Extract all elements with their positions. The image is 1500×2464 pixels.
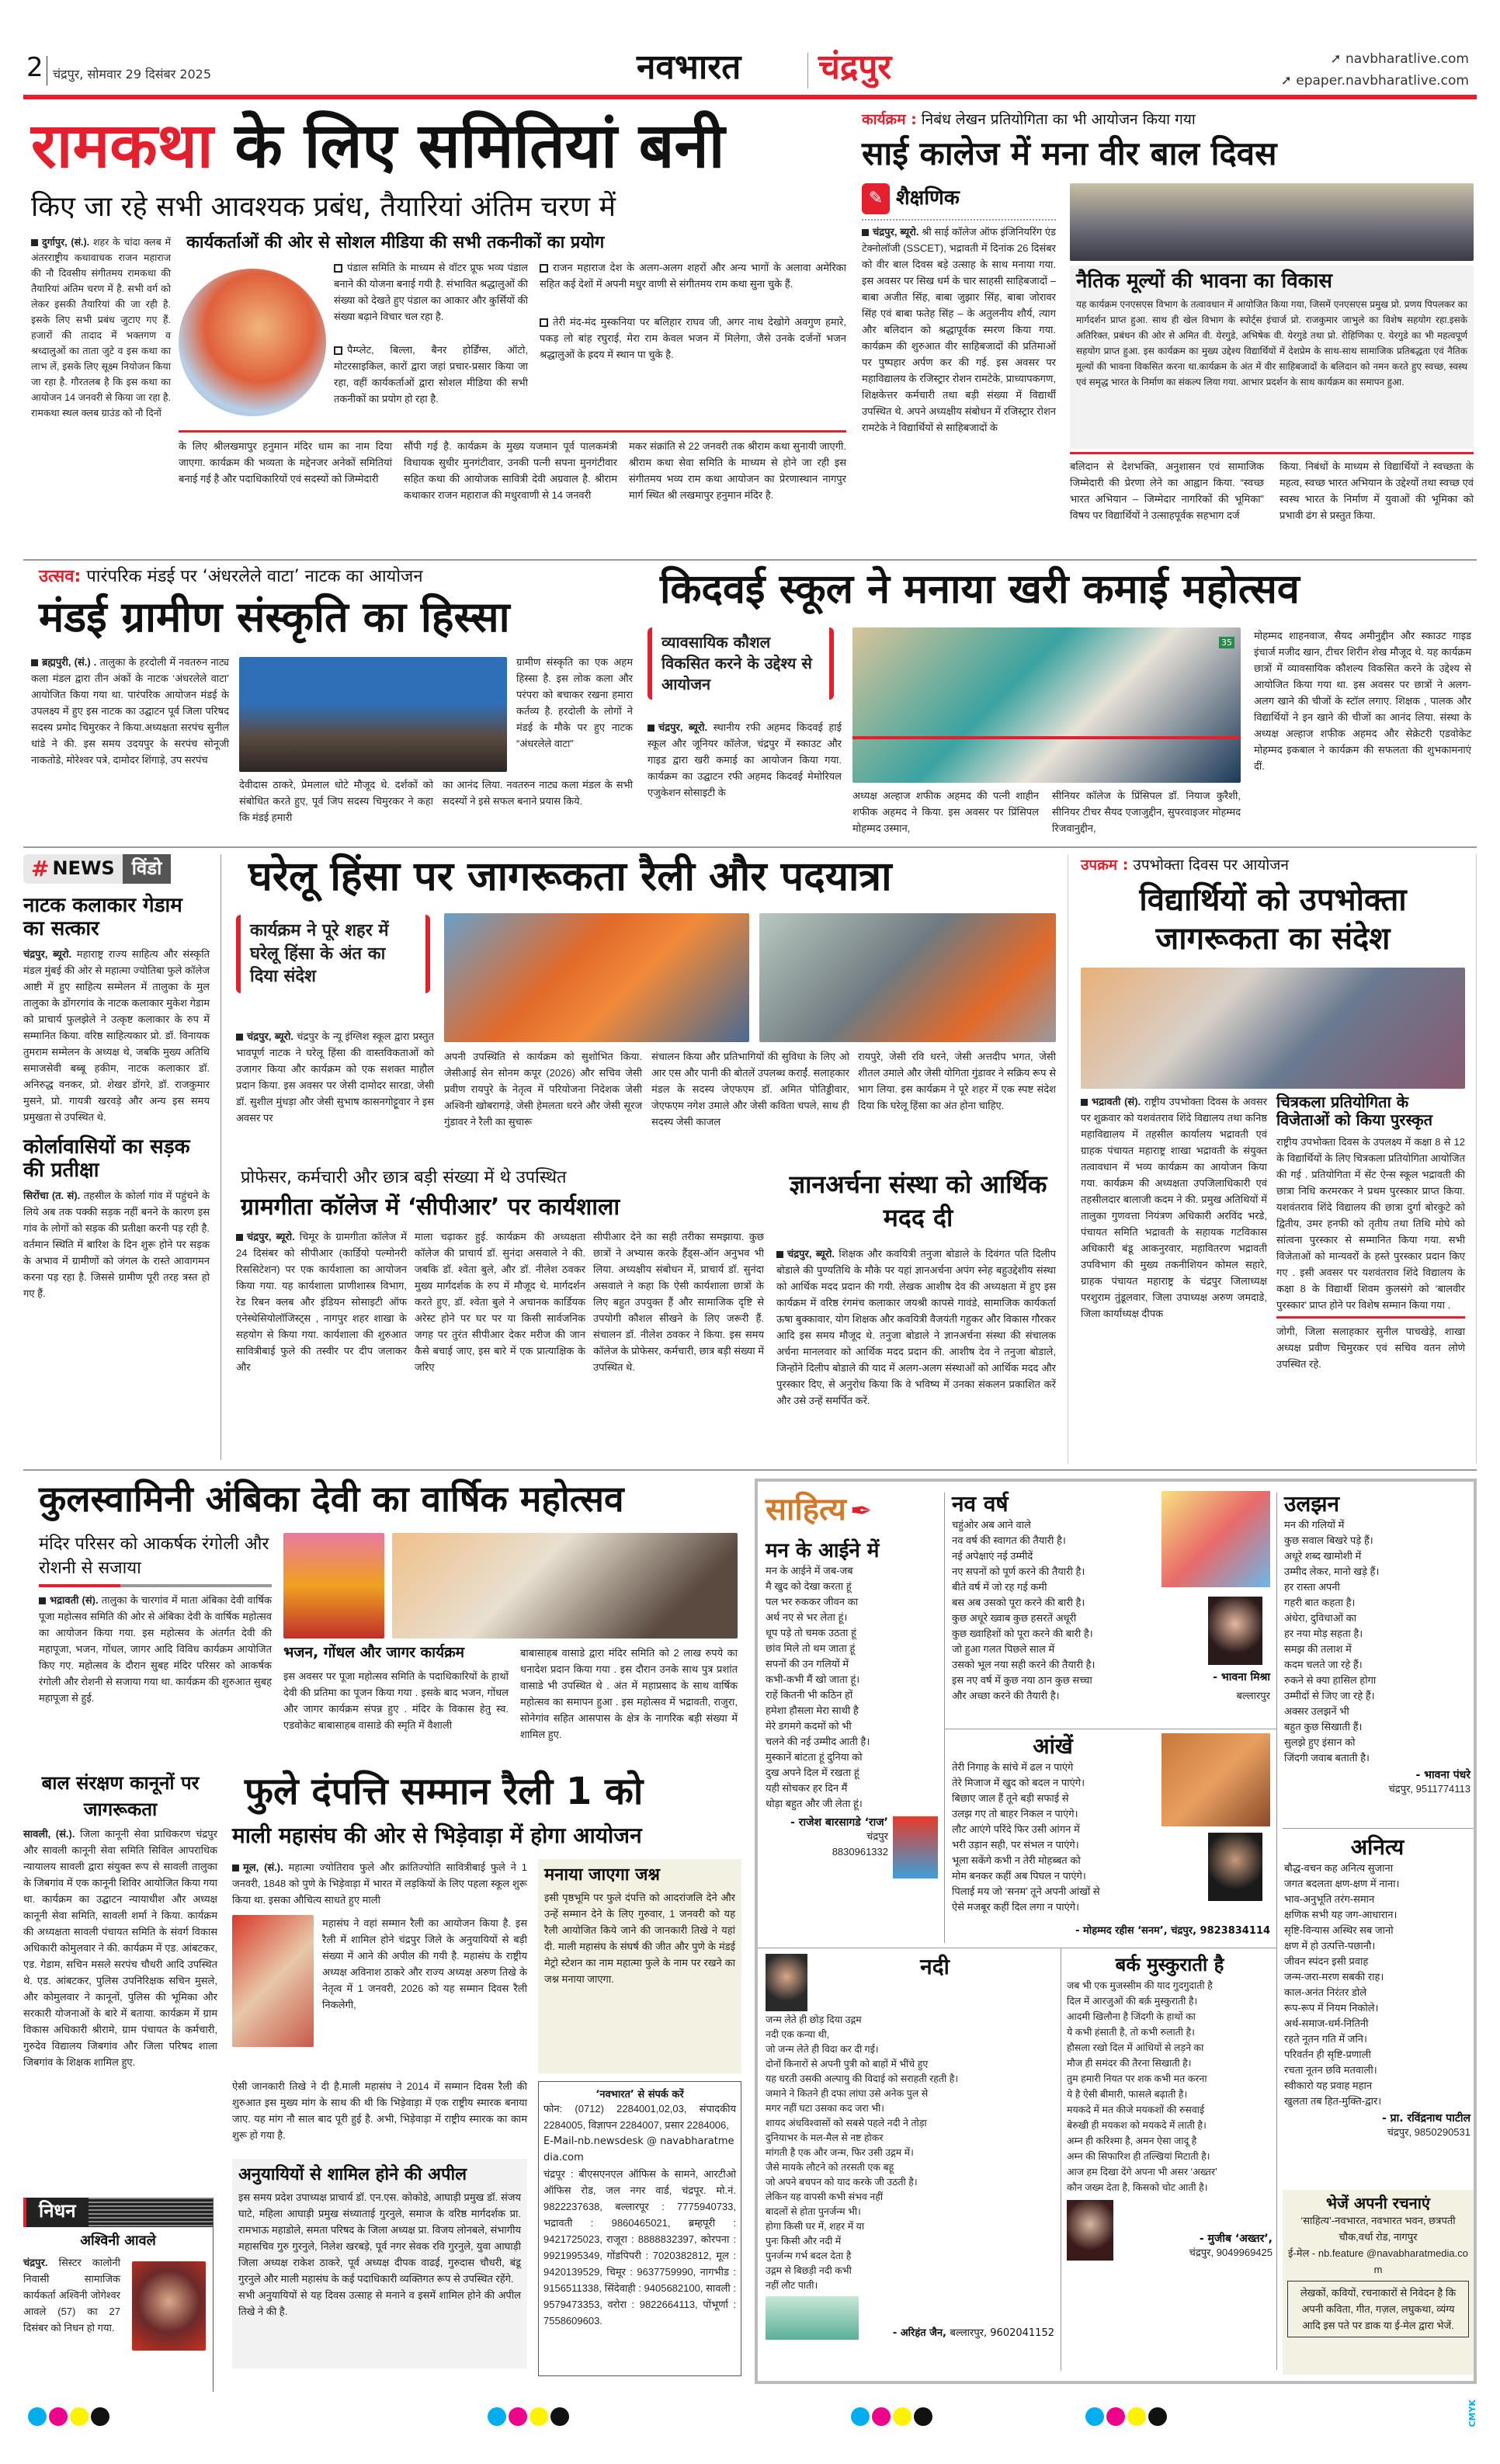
story-gharelu-hinsa: [233, 854, 1056, 1165]
poem-line: बादलों से होता पुनर्जन्म भी।: [766, 2206, 861, 2217]
poem-line: पल भर रुककर जीवन का: [766, 1596, 858, 1608]
poem-line: मांगती है एक और जन्म, फिर उसी उद्गम में।: [766, 2147, 914, 2158]
poem-line: यही सोचकर हर दिन मैं: [766, 1782, 848, 1795]
pullquote: व्यावसायिक कौशल विकसित करने के उद्देश्य से आयोजन: [648, 627, 834, 700]
item2-body: सिरोंचा (त. सं). तहसील के कोर्ला गांव में पहुंचने के लिये अब तक पक्की सड़क नहीं बनने के कारण इस गांव के लोगों को सड़क की प्रतीक्षा करनी पड़ रही है. वर्तमान स्थिति में बारिश के दिन शुरू होने पर सड़क के अभाव में ग्रामीणों को जंगल के रास्ते आवागमन करना पड़ रहा है. जिससे ग्रामीण पूरी तरह त्रस्त हो गए हैं.: [23, 1189, 210, 1299]
poem-title: नव वर्ष: [952, 1491, 1009, 1517]
poem-man-ke-aaine: [766, 1539, 938, 1878]
poem-title: आंखें: [1033, 1733, 1073, 1759]
poem-author: - प्रा. रविंद्रनाथ पाटील: [1381, 2111, 1470, 2125]
column-2: देवीदास ठाकरे, प्रेमलाल धोटे मौजूद थे. दर्शकों को संबोधित करते हुए, पूर्व जिप सदस्य चिमुरकर ने कहा कि मंडई हमारी: [239, 779, 433, 823]
registration-marks-right-b: [1085, 2407, 1169, 2429]
story-cpr: [233, 1168, 769, 1463]
poem-line: आदमी खिलौना है जिंदगी के हाथों का: [1067, 2010, 1196, 2022]
column-3: बाबासाहब वासाडे द्वारा मंदिर समिति को 2 लाख रुपये का धनादेश प्रदान किया गया . इस दौरान उनके साथ पुत्र प्रशांत वासाडे भी उपस्थित थे . अंत में महाप्रसाद के साथ वार्षिक महोत्सव का समापन हुआ . इस महोत्सव में भद्रावती, राजुरा, सोनेगांव सहित आसपास के क्षेत्र के नागरिक बड़ी संख्या में शामिल हुए.: [520, 1647, 738, 1740]
nidhan-box: [23, 2198, 214, 2392]
column-2: अपनी उपस्थिति से कार्यक्रम को सुशोभित किया. जेसीआई सेन सोनम कपूर (2026) और सचिव जेसी प्रवीण रायपुरे के नेतृत्व में परियोजना निदेशक जेसी अश्विनी खोबरागड़े, जेसी हेमलता धरने और जेसी सूरज गुंडावर ने रैली का सुचारू: [444, 1051, 642, 1128]
story-mandai: [23, 564, 637, 843]
kicker: कार्यक्रम : निबंध लेखन प्रतियोगिता का भी आयोजन किया गया: [862, 111, 1196, 128]
goddess-photo: [283, 1533, 384, 1639]
poem-line: जो जन्म लेते ही विदा कर दी गई।: [766, 2044, 879, 2055]
poem-line: भरी उड़ान सही, पर संभल न पाएंगे।: [952, 1838, 1079, 1851]
poem-line: भाव-अनुभूति तरंग-समान: [1284, 1892, 1375, 1905]
box-body: राष्ट्रीय उपभोक्ता दिवस के उपलक्ष्य में कक्षा 8 से 12 के विद्यार्थियों के लिए चित्रकला प्रतियोगिता आयोजित की गई . प्रतियोगिता में सेंट ऐन्स स्कूल भद्रावती की छात्रा निधि करमरकर ने प्रथम पुरस्कार प्राप्त किया. यशवंतराव शिंदे विद्यालय की छात्रा दुर्गा बोरकुटे को द्वितीय, उमर हनफी को तृतीय तथा तिथि मोघे को सांत्वना पुरस्कार से सम्मानित किया गया. सभी विजेताओं को मान्यवरों के हस्ते पुरस्कार प्रदान किए गए . इसी अवसर पर यशवंतराव शिंदे विद्यालय के कक्षा 8 के विद्यार्थी शिवम कुलसंगे को ‘बालवीर पुरस्कार’ प्राप्त होने पर विशेष सम्मान किया गया .: [1276, 1136, 1465, 1311]
deceased-name: अश्विनी आवले: [80, 2233, 156, 2249]
dotted-rule: [862, 219, 1056, 221]
item1-body: चंद्रपुर, ब्यूरो. महाराष्ट्र राज्य साहित्य और संस्कृति मंडल मुंबई की ओर से महात्मा ज्योतिबा फुले कॉलेज आष्टी में हुए साहित्य सम्मेलन में तालुका के मुल तालुका के डोंगरगांव के नाटक कलाकार मुकेश गेडाम को प्राचार्य फुलझेले ने उत्कृष्ट कलाकार के रुप में सम्मानित किया. वरिष्ठ साहित्यकार प्रो. डॉ. विनायक तुमराम सम्मेलन के अध्यक्ष थे, जबकि मुख्य अतिथि समाजसेवी बब्बू हकीम, नाटक कलाकार डॉ. अनिरुद्ध वनकर, प्रो. शेखर डोंगरे, डॉ. राजकुमार मुसने, प्रो. गायत्री खरवड़े और अन्य इस समय प्रमुखता से उपस्थित थे.: [23, 947, 210, 1123]
paper-name: नवभारत: [637, 47, 741, 87]
globe-icon: ➚: [1280, 73, 1297, 89]
kicker: प्रोफेसर, कर्मचारी और छात्र बड़ी संख्या में थे उपस्थित: [241, 1168, 567, 1187]
row-rule: [23, 846, 1477, 848]
poem-line: बौद्ध-वचन कह अनित्य सुजाना: [1284, 1861, 1394, 1874]
poem-author: - अरिहंत जैन, बल्लारपुर, 9602041152: [892, 2327, 1054, 2340]
poem-line: जैसे मायके लौटने को तरसती एक बहू: [766, 2162, 894, 2173]
column-2: इस अवसर पर पूजा महोत्सव समिति के पदाधिकारियों के हाथों देवी की प्रतिमा का पूजन किया गया . इसके बाद भजन, गोंधल और जागर कार्यक्रम संपन्न हुए . मंदिर के विकास हेतु स्व. एडवोकेट बाबासाहब वासाडे की स्मृति में वैशाली: [283, 1670, 509, 1731]
page-number: 2: [26, 52, 43, 83]
column-3: सौंपी गई है. कार्यक्रम के मुख्य यजमान पूर्व पालकमंत्री विधायक सुधीर मुनगंटीवार, उनकी पत्नी सपना मुनगंटीवार सहित कथा की आयोजक सावित्री देवी अग्रवाल है. श्रीराम कथाकार राजन महाराज की मधुरवाणी से 14 जनवरी: [404, 440, 617, 501]
contact-title: ‘नवभारत’ से संपर्क करें: [595, 2089, 684, 2101]
story-ramkatha: [23, 104, 854, 556]
column-1: चंद्रपुर, ब्यूरो. चंद्रपुर के न्यू इंग्लिश स्कूल द्वारा प्रस्तुत भावपूर्ण नाटक ने घरेलू हिंसा की वास्तविकताओं को उजागर किया और कार्यक्रम को एक सशक्त माहौल प्रदान किया. इस अवसर पर जेसी दामोदर सारडा, जेसी डॉ. सुशील मुंधड़ा और जेसी सुभाष कासनगोट्टूवार ने इस अवसर पर: [236, 1030, 434, 1124]
poem-line: रुकने से क्या हासिल होगा: [1284, 1673, 1377, 1686]
poem-line: शायद अंधविश्वासों को सबसे पहले नदी ने तोड़ा: [766, 2118, 927, 2129]
send-address: ‘साहित्य’-नवभारत, नवभारत भवन, छत्रपती चौक,वर्धा रोड, नागपुर: [1300, 2215, 1456, 2243]
column-rule: [944, 1493, 945, 1943]
author-photo: [766, 1954, 807, 2011]
poem-place: चंद्रपुर, 9049969425: [1189, 2246, 1273, 2258]
poem-line: लेकिन यह वापसी कभी संभव नहीं: [766, 2191, 884, 2202]
poem-line: समझ की तलाश में: [1284, 1642, 1352, 1655]
poem-line: पुनर्जन्म गर्भ बदल देता है: [766, 2250, 852, 2261]
box-head: नैतिक मूल्यों की भावना का विकास: [1076, 269, 1332, 293]
poem-line: नदी एक कन्या थी,: [766, 2029, 830, 2040]
box-head: चित्रकला प्रतियोगिता के विजेताओं को किया पुरस्कृत: [1276, 1093, 1432, 1129]
poem-line: चलने की नई उम्मीद आती है।: [766, 1736, 870, 1748]
poem-line: नव वर्ष की स्वागत की तैयारी है।: [952, 1534, 1066, 1546]
body: चंद्रपुर, ब्यूरो. श्री साई कॉलेज ऑफ इंजिनियरिंग एंड टेक्नोलॉजी (SSCET), भद्रावती में दिनांक 26 दिसंबर को वीर बाल दिवस बड़े उत्साह के साथ मनाया गया. इस अवसर पर सिख धर्म के चार साहसी साहिबजादों – बाबा अजीत सिंह, बाबा जुझार सिंह, बाबा जोरावर सिंह एवं बाबा फतेह सिंह – के अतुलनीय शौर्य, त्याग और बलिदान को श्रद्धापूर्वक स्मरण किया गया. कार्यक्रम की शुरुआत वीर साहिबजादों की प्रतिमाओं पर पुष्पहार अर्पण कर की गई. इस अवसर पर महाविद्यालय के रजिस्ट्रार रोशन रामटेके, प्राध्यापकगण, शिक्षकेत्तर कर्मचारी तथा बड़ी संख्या में विद्यार्थी उपस्थित थे. अपने अध्यक्षीय संबोधन में रजिस्ट्रार रोशन रामटेके ने विद्यार्थियों से साहिबजादों के: [862, 226, 1056, 433]
column-1: भद्रावती (सं). तालुका के चारगांव में माता अंबिका देवी वार्षिक पूजा महोत्सव समिति की ओर से अंबिका देवी के वार्षिक महोत्सव का आयोजन किया गया. इस महोत्सव के अंतर्गत देवी की महापूजा, भजन, गोंधल, जागर आदि विविध कार्यक्रम आयोजित किए गए. महोत्सव के दौरान सुबह मंदिर परिसर को आकर्षक रंगोली और रोशनी से सजाया गया था. कार्यक्रम की शुरुआत सुबह महापूजा से हुई.: [39, 1594, 272, 1704]
headline: साई कालेज में मना वीर बाल दिवस: [862, 134, 1277, 172]
column-3: सीपीआर देने का सही तरीका समझाया. कुछ छात्रों ने अभ्यास करके हैंड्स-ऑन अनुभव भी लिया. अध्यक्षीय संबोधन में, प्राचार्य डॉ. सुनंदा असवाले ने कहा कि ऐसी कार्यशाला छात्रों के लिए बहुत उपयुक्त हैं और सामाजिक दृष्टि से उपयोगी कौशल सीखने के लिए जरूरी हैं. संचालन डॉ. नीलेश ठवकर ने किया. इस समय कॉलेज के प्रोफेसर, कर्मचारी, छात्र बड़ी संख्या में उपस्थित थे.: [593, 1231, 764, 1373]
poem-line: मेरे डगमगे कदमों को भी: [766, 1720, 852, 1732]
poem-line: कभी-कभी मैं खो जाता हूं।: [766, 1673, 860, 1686]
poem-line: मुस्कानें बांटता हूं दुनिया को: [766, 1751, 863, 1764]
box-body: इस समय प्रदेश उपाध्यक्ष प्राचार्य डॉ. एन.एस. कोकोडे, आघाड़ी प्रमुख डॉ. संजय घाटे, महिला आघाड़ी प्रमुख संध्याताई गुरनुले, समाज के वरिष्ठ मार्गदर्शक प्रा. रामभाऊ महाडोले, समता परिषद के जिला अध्यक्ष प्रा. विजय लोनबले, संभागीय महासचिव गुरु गुरनुले, निलेश खरबड़े, पूर्व नगर सेवक रवि गुरनुले, युवा आघाड़ी जिला अध्यक्ष राकेश ठाकरे, पूर्व अध्यक्ष दीपक वाढई, गुरुदास चौधरी, बंडू गुरनुले और माली महासंघ के कई पदाधिकारी व्यक्तिगत रूप से उपस्थित रहेंगे.: [238, 2191, 521, 2285]
group-photo: [1081, 968, 1465, 1089]
author-photo: [1067, 2200, 1113, 2261]
poem-line: पिलाई मय जो ‘सनम’ तूने अपनी आंखों से: [952, 1885, 1100, 1897]
registration-marks-right-a: [851, 2407, 935, 2429]
poem-title: मन के आईने में: [766, 1539, 880, 1562]
box-head: भेजें अपनी रचनाएं: [1326, 2194, 1430, 2212]
poem-line: अर्थ नए से भर लेता हूं।: [766, 1611, 848, 1624]
poem-line: रचता नूतन छवि मतवाली।: [1284, 2063, 1377, 2076]
poem-line: मगर नहीं घटा उसका कद जरा भी।: [766, 2103, 884, 2114]
poem-line: खुलता तब हित-मुक्ति-द्वार।: [1284, 2094, 1382, 2107]
poem-line: सृष्टि-विन्यास अस्थिर सब जानो: [1284, 1924, 1394, 1936]
story-ambika: [23, 1475, 741, 1763]
column-2: माला चढ़ाकर हुई. कार्यक्रम की अध्यक्षता कॉलेज की प्राचार्य डॉ. सुनंदा असवाले ने की. जबकि डॉ. श्वेता बुले, और डॉ. नीलेश ठवकर मुख्य मार्गदर्शक के रुप में मौजूद थे. मार्गदर्शन करते हुए, डॉ. श्वेता बुले ने अचानक कार्डियक अरेस्ट होने पर घर पर या किसी सार्वजनिक जगह पर तुरंत सीपीआर देकर मरीज की जान कैसे बचाई जाए, इस बारे में एक प्रात्याक्षिक के जरिए: [415, 1231, 585, 1373]
poem-line: दुख अपने दिल में रखता हूं: [766, 1767, 859, 1779]
bhajan-photo: [392, 1533, 738, 1639]
story-gyanarchana: [776, 1168, 1060, 1463]
inner-head: कार्यकर्ताओं की ओर से सोशल मीडिया की सभी तकनीकों का प्रयोग: [186, 233, 605, 252]
speaker-photo: [179, 269, 326, 416]
contact-box: [538, 2081, 741, 2376]
poem-line: अम्न ही करिश्मा है, अमन ऐसा जादू है: [1067, 2135, 1197, 2146]
headline: मंडई ग्रामीण संस्कृति का हिस्सा: [39, 593, 510, 641]
poem-place: चंद्रपुर, 9511774113: [1388, 1782, 1470, 1795]
poem-line: जगत बदलता क्षण-क्षण में नाना।: [1284, 1877, 1400, 1889]
poem-line: रूप-रूप में नियम निकोले।: [1284, 2001, 1379, 2014]
poem-line: होगा किसी घर में, शहर में या: [766, 2221, 865, 2232]
poem-line: अधूरे शब्द खामोशी में: [1284, 1549, 1362, 1562]
poem-line: जमाने ने कितने ही दफा लांघा उसे अनेक पुल से: [766, 2088, 929, 2099]
story-veer-bal-diwas: [862, 104, 1477, 556]
poem-line: सुलझे हुए इंसान को: [1284, 1736, 1356, 1748]
bullet-1: पंडाल समिति के माध्यम से वॉटर प्रूफ भव्य पंडाल बनाने की योजना बनाई गयी है. संभावित श्रद्धालुओं की संख्या को देखते हुए पंडाल का आकार और कुर्सियों की संख्या बढ़ाने विचार चल रहा है.: [334, 262, 528, 322]
send-submissions-box: [1283, 2190, 1474, 2375]
poem-line: जन्म-जरा-मरण सबकी राह।: [1284, 1970, 1384, 1983]
poem-line: बीते वर्ष में जो रह गई कमी: [952, 1580, 1047, 1593]
row-rule: [23, 559, 1477, 561]
award-box: [1276, 1093, 1465, 1372]
column-4: मकर संक्रांति से 22 जनवरी तक श्रीराम कथा सुनायी जाएगी. श्रीराम कथा सेवा समिति के माध्यम से होने जा रही इस संगीतमय भव्य राम कथा आयोजन का प्रेरणास्थान नागपुर मार्ग स्थित श्री लखमापुर हनुमान मंदिर है.: [629, 440, 846, 501]
poem-line: जन्म लेते ही छोड़ दिया उद्गम: [766, 2014, 862, 2025]
poem-line: अक्सर उलझनें भी: [1284, 1705, 1349, 1717]
poem-line: मन के आईने में जब-जब: [766, 1565, 853, 1577]
section-rule: [179, 430, 846, 433]
poem-line: कुछ ख्वाहिशों को पूरा करने की बारी है।: [952, 1627, 1093, 1639]
poem-bark-muskurati: [1067, 1954, 1273, 2261]
subhead: किए जा रहे सभी आवश्यक प्रबंध, तैयारियां अंतिम चरण में: [31, 191, 616, 223]
rally-photo-2: [759, 913, 1056, 1042]
poem-line: उम्मीद लेकर, मानो खड़े हैं।: [1284, 1565, 1380, 1577]
column-4: मोहम्मद शाहनवाज, सैयद अमीनुद्दीन और स्काउट गाइड इंचार्ज मजीद खान, टीचर शिरीन शेख मौजूद थे. यह कार्यक्रम छात्रों में व्यावसायिक कौशल्य विकसित करने के उद्देश्य से आयोजित किया गया था. इस अवसर पर छात्रों ने अलग-अलग खाने की चीजों के स्टॉल लगाए. शिक्षक , पालक और विद्यार्थियों ने इन खाने की चीजों का आनंद लिया. संस्था के अध्यक्ष अल्हाज शफीक अहमद और सेक्रेटरी एडवोकेट मोहम्मद इकबाल ने कार्यक्रम की सफलता की शुभकामनाएं दीं.: [1254, 630, 1471, 772]
poem-line: दुनियाभर के मल-मैल से नष्ट होकर: [766, 2132, 884, 2143]
river-illustration: [766, 2296, 859, 2340]
masthead-rule: [23, 95, 1477, 99]
story-bal-sanrakshan: [23, 1771, 217, 2182]
poem-line: नई अपेक्षाएं नई उम्मीदें: [952, 1549, 1033, 1562]
poem-line: हमेशा हौसला मेरा साथी है: [766, 1705, 859, 1717]
tag-window: विंडो: [131, 857, 162, 880]
nidhan-body: चंद्रपुर. सिस्टर कालोनी निवासी सामाजिक कार्यकर्ता अश्विनी जोगेश्वर आवले (57) का 27 दिसंबर को निधन हो गया.: [23, 2256, 120, 2334]
poem-line: नहीं लौट पाती।: [766, 2280, 818, 2291]
woman-illustration: [1161, 1733, 1270, 1826]
sahitya-logo: साहित्य ✒: [766, 1491, 873, 1527]
poem-nav-varsh: [952, 1491, 1270, 1724]
nidhan-label: निधन: [39, 2200, 76, 2222]
author-photo: [893, 1816, 938, 1878]
poem-aankhen: [952, 1733, 1270, 1943]
poem-author: - मुजीब ‘अख्तर’,: [1199, 2232, 1273, 2245]
poem-line: उलझ गए तो बाहर निकल न पाएंगे।: [952, 1807, 1078, 1819]
poem-line: अर्थ-समाज-धर्म-नितिनी: [1284, 2017, 1369, 2029]
column-2: जोगी, जिला सलाहकार सुनील पाचखेड़े, शाखा अध्यक्ष प्रवीण चिमुरकर एवं सचिव वतन लोणे उपस्थित रहे.: [1276, 1326, 1465, 1370]
poem-line: बेरुखी ही मयकश को मयकदे में लाती है।: [1067, 2119, 1207, 2131]
body: सावली, (सं.). जिला कानूनी सेवा प्राधिकरण चंद्रपुर और सावली कानूनी सेवा समिति सिविल आपराधिक न्यायालय सावली द्वारा संयुक्त रूप से सावली तालुका के जिबगांव में एक कानूनी शिविर आयोजित किया गया था. कार्यक्रम का उद्घाटन न्यायाधीश और अध्यक्ष कानूनी सेवा समिति, सावली शर्मा ने किया. कार्यक्रम की अध्यक्षता सावली पंचायत समिति के संवर्ग विकास अधिकारी कोमुलवार ने की. कार्यक्रम में एड. आंबटकर, एड. गेडाम, सचिन मसले सरपंच चौधरी आदि उपस्थित थे. एड. आंबटकर, पुलिस उपनिरिक्षक सचिन मुसले, और कोमुलवार ने कानूनों, पुलिस की भूमिका और सरकारी योजनाओं के बारे में बताया. कार्यक्रम में ग्राम विकास अधिकारी श्रीरामे, ग्राम पंचायत के कर्मचारी, गुरुदेव विद्यालय जिबगांव और जिला परिषद शाला जिबगांव के शिक्षक शामिल हुए.: [23, 1828, 217, 2069]
column-1: चंद्रपुर, ब्यूरो. स्थानीय रफी अहमद किदवई हाई स्कूल और जूनियर कॉलेज, चंद्रपुर में स्काउट और गाइड द्वारा खरी कमाई का आयोजन किया गया. कार्यक्रम का उद्घाटन रफी अहमद किदवई मेमोरियल एजुकेशन सोसाइटी के: [648, 721, 842, 798]
poem-line: उम्मीदों से जिए जा रहे हैं।: [1284, 1689, 1375, 1701]
column-1: ब्रह्मपुरी, (सं.) . तालुका के हरदोली में नवतरुन नाट्य कला मंडल द्वारा तीन अंकों के नाटक ‘अंधरलेले वाटा’ आयोजित किया गया था. पारंपरिक आयोजन मंडई के उपलक्ष्य में हुए इस नाटक का उद्घाटन पूर्व जिला परिषद सदस्य प्रमोद चिमुरकर ने किया.अध्यक्षता सरपंच सुनील धांडे ने की. इस समय उदयपुर के सरपंच सोनूजी नाकतोडे, मोरेश्वर पत्रे, दामोदर शिंगाड़े, उप सरपंच: [31, 656, 229, 766]
box-rule: [1276, 1316, 1465, 1319]
item2-head: कोर्लावासियों का सड़क की प्रतीक्षा: [23, 1135, 190, 1182]
column-2: अध्यक्ष अल्हाज शफीक अहमद की पत्नी शाहीन शफीक अहमद ने किया. इस अवसर पर प्रिंसिपल मोहम्मद उस्मान,: [852, 790, 1039, 834]
poem-line: काल-अनंत निरंतर डोले: [1284, 1986, 1367, 1998]
poem-line: उसको भूल नया सही करने की तैयारी है।: [952, 1658, 1095, 1670]
registration-marks-left: [28, 2407, 112, 2429]
submission-email[interactable]: ई-मेल - nb.feature @navabharatmedia.com: [1287, 2247, 1468, 2275]
poem-line: परिवर्तन ही सृष्टि-प्रणाली: [1284, 2048, 1371, 2060]
column-1: चंद्रपुर, ब्यूरो. चिमूर के ग्रामगीता कॉलेज में 24 दिसंबर को सीपीआर (कार्डियो पल्मोनरी रिससिटेशन) पर एक कार्यशाला का आयोजन किया गया. यह कार्यशाला प्राणीशास्त्र विभाग, रेड रिबन क्लब और इंडियन सोसाइटी ऑफ एनेस्थेसियोलॉजिस्ट्स , नागपुर शहर शाखा के सहयोग से किया गया. कार्यशाला की शुरुआत सावित्रीबाई फुले की तस्वीर पर दीप जलाकर और: [236, 1231, 407, 1373]
poem-author: - मोहम्मद रहीस ‘सनम’, चंद्रपुर, 9823834114: [1075, 1925, 1270, 1937]
room-number: 35: [1219, 637, 1234, 648]
bullet-3: राजन महाराज देश के अलग-अलग शहरों और अन्य भागों के अलावा अमेरिका सहित कई देशों में अपनी मधुर वाणी से संगीतमय राम कथा सुना चुके हैं.: [540, 262, 846, 290]
poem-place: चंद्रपुर, 9850290531: [1387, 2125, 1470, 2138]
poem-author: - राजेश बारसागडे ‘राज’: [790, 1816, 888, 1830]
poem-line: यह धरती उसकी अल्पायु की विदाई को सराहती रहती है।: [766, 2073, 959, 2084]
column-3: संचालन किया और प्रतिभागियों की सुविधा के लिए ओ आर एस और पानी की बोतलें उपलब्ध कराईं. सलाहकार मंडल के सदस्य जेएफएम डॉ. अमित पोतिड्डीवार, जेएफएम नगेश उमाले और जेसी कविता चपले, साथ ही सदस्य जेसी काजल: [651, 1051, 849, 1128]
headline: रामकथा के लिए समितियां बनी: [31, 109, 725, 182]
poem-title: बर्क मुस्कुराती है: [1115, 1954, 1224, 1976]
hash-icon: #: [31, 855, 50, 881]
poem-line: आज हम दिखा देंगे अपना भी असर ‘अख्तर’: [1067, 2166, 1217, 2177]
news-window: [23, 854, 221, 1460]
subhead: मंदिर परिसर को आकर्षक रंगोली और रोशनी से सजाया: [39, 1534, 269, 1578]
author-photo: [1208, 1597, 1262, 1665]
poem-line: जिंदगी जवाब बताती है।: [1284, 1751, 1370, 1764]
pullquote: कार्यक्रम ने पूरे शहर में घरेलू हिंसा के अंत का दिया संदेश: [236, 915, 430, 993]
rally-photo-1: [444, 913, 749, 1042]
poem-line: अंधेरा, दुविधाओं का: [1284, 1611, 1356, 1624]
poem-line: इस नए वर्ष में कुछ नया ठान कुछ सच्चा: [952, 1673, 1092, 1686]
author-photo: [1208, 1833, 1262, 1901]
headline: विद्यार्थियों को उपभोक्ता जागरूकता का संदेश: [1139, 882, 1407, 957]
poem-line: कुछ सवाल बिखरे पड़े हैं।: [1284, 1534, 1373, 1546]
column-4: रायपुरे, जेसी रवि धरने, जेसी अत्तदीप भगत, जेसी शीतल उमाले और जेसी योगिता गुंडावर ने सक्रिय रूप से भाग लिया. इस कार्यक्रम ने पूरे शहर में एक स्पष्ट संदेश दिया कि घरेलू हिंसा का अंत होना चाहिए.: [858, 1051, 1056, 1111]
poem-line: क्षण में हो उत्पत्ति-पछानौ।: [1284, 1939, 1376, 1951]
book-icon: ✎: [862, 183, 890, 214]
lead-column: दुर्गापुर, (सं.). शहर के चांदा क्लब में अंतरराष्ट्रीय कथावाचक राजन महाराज की नौ दिवसीय संगीतमय रामकथा की तैयारियां अंतिम चरण में है. सभी वर्ग को लेकर इसकी तैयारियां की जा रही है. इसके लिए सभी प्रबंध जुटाए गए हैं. हजारों की तादाद में भक्तगण व श्रध्दालुओं का ताता जुटे व इस कथा का लाभ लें, इसके लिए सूक्ष्म नियोजन किया जा रहा है. गौरतलब है कि इस कथा का आयोजन 14 जनवरी से किया जा रहा है. रामकथा स्थल क्लब ग्राउंड को नौ दिनों: [31, 237, 171, 419]
headline: किदवई स्कूल ने मनाया खरी कमाई महोत्सव: [660, 566, 1300, 613]
contact-phone: फोन: (0712) 2284001,02,03, संपादकीय 2284005, विज्ञापन 2284007, प्रसार 2284006,: [543, 2103, 736, 2131]
headline: ग्रामगीता कॉलेज में ‘सीपीआर’ पर कार्यशाला: [241, 1194, 620, 1221]
poem-title: अनित्य: [1350, 1834, 1405, 1860]
subhead-rule: [39, 1584, 272, 1587]
column-2: बलिदान से देशभक्ति, अनुशासन एवं सामाजिक जिम्मेदारी की प्रेरणा लेने का आह्वान किया. “स्वच्छ भारत अभियान – जिम्मेदार नागरिकों की भूमिका” विषय पर विद्यार्थियों ने उत्साहपूर्वक सहभाग दर्ज: [1070, 460, 1264, 521]
poem-line: सपनों की उन गलियों में: [766, 1658, 849, 1670]
poem-line: स्वीकारो यह प्रवाह महान: [1284, 2079, 1373, 2091]
section-rule: [1070, 452, 1474, 454]
jashn-box: [538, 1859, 741, 2073]
poem-line: चहुंओर अब आने वाले: [952, 1518, 1031, 1531]
stage-photo: [239, 657, 507, 772]
story-phule: [229, 1771, 741, 2384]
box-head: अनुयायियों से शामिल होने की अपील: [238, 2165, 467, 2184]
quill-icon: ✒: [849, 1496, 873, 1527]
poem-line: हर नया मोड़ सहता है।: [1284, 1627, 1363, 1639]
poem-title: नदी: [920, 1954, 950, 1979]
phule-couple-photo: [232, 1915, 314, 2047]
poem-line: राहें कितनी भी कठिन हों: [766, 1689, 853, 1701]
news-window-tag: [23, 854, 206, 884]
story-upbhokta: [1068, 854, 1477, 1464]
poem-line: मन की गलियों में: [1284, 1518, 1345, 1531]
poem-line: भूला सकेंगे कभी न तेरी मोहब्बत को: [952, 1854, 1081, 1866]
poem-line: ये कभी हंसाती है, तो कभी रुलाती है।: [1067, 2026, 1195, 2038]
poem-line: अम्न की सिफारिश ही तल्खियां मिटाती है।: [1067, 2150, 1210, 2162]
epaper-link[interactable]: ➚ epaper.navbharatlive.com: [1280, 73, 1469, 89]
column-3a: ग्रामीण संस्कृति का एक अहम हिस्सा है. इस लोक कला और परंपरा को बचाकर रखना हमारा कर्तव्य है. हरदोली के लोगों ने मंडई के मौके पर हुए नाटक “अंधरलेले वाटा”: [516, 656, 633, 749]
poem-author: - भावना मिश्रा: [1213, 1671, 1270, 1684]
website-link[interactable]: ➚ navbharatlive.com: [1330, 51, 1469, 67]
poem-title: उलझन: [1284, 1491, 1340, 1517]
tag-news: NEWS: [52, 857, 115, 880]
poem-line: जीवन स्पंदन इसी प्रवाह: [1284, 1955, 1369, 1967]
poem-line: कौन जख्म देता है, किसको चोट आती है।: [1067, 2181, 1208, 2193]
bullet-4: तेरी मंद-मंद मुस्कनिया पर बलिहार राघव जी, अगर नाथ देखोगे अवगुण हमारे, पकड़ लो बांह रघुराई, मेरा राम केवल भजन में मिलेगा, जैसे उनके दर्जनों भजन श्रद्धालुओं के ह्रदय में स्थान पा चुके है.: [540, 316, 846, 360]
headline: फुले दंपत्ति सम्मान रैली 1 को: [245, 1770, 644, 1813]
poem-line: क्षणिक सभी यह जग-आधारान।: [1284, 1908, 1398, 1920]
poem-anitya: [1284, 1834, 1470, 2140]
poem-line: मौज ही समंदर की तैरना सिखाती है।: [1067, 2057, 1192, 2069]
poem-line: तुम हमारी नियत पर शक कभी मत करना: [1067, 2073, 1207, 2084]
box-head: भजन, गोंधल और जागर कार्यक्रम: [283, 1644, 465, 1661]
headline: बाल संरक्षण कानूनों पर जागरूकता: [41, 1772, 200, 1820]
poem-line: नए सपनों को पूर्ण करने की तैयारी है।: [952, 1565, 1085, 1577]
story-kidwai: [644, 564, 1477, 843]
poem-line: बस अब उसको पूरा करने की बारी है।: [952, 1596, 1085, 1608]
poem-line: ऐसे मजबूर कहीं दिल लगा न पाएंगे।: [952, 1900, 1080, 1913]
contact-address: चंद्रपूर : बीएसएनएल ऑफिस के सामने, आरटीओ ऑफिस रोड, जल नगर वार्ड, चंद्रपूर. मो.नं. 9822237638, बल्लारपूर : 7775940733, भद्रावती : 9860465021, ब्रम्हपूरी : 9421725023, राजूरा : 8888832397, कोरपना : 9921995349, गोंडपिपरी : 7020382812, मूल : 9420139529, चिमूर : 9637759990, नागभीड : 9156511338, सिंदेवाही : 9405682100, सावली : 9579473353, वरोरा : 9822664113, पोंभूर्णा : 7558609603.: [543, 2168, 736, 2327]
poem-line: हौसला रखो दिल में आंधियों से लड़ने का: [1067, 2042, 1204, 2053]
box-body: यह कार्यक्रम एनएसएस विभाग के तत्वावधान में आयोजित किया गया, जिसमें एनएसएस प्रमुख प्रो. प्रणय पिपलकर का मार्गदर्शन प्राप्त हुआ. साथ ही खेल विभाग के स्पोर्ट्स इंचार्ज प्रो. राजकुमार जाभुले का विशेष सहयोग रहा.इसके अतिरिक्त, प्रबंधन की ओर से अमित वी. येरगुडे, अभिषेक वी. येरगुडे तथा प्रो. रोहिणिका ए. येरगुडे का भी महत्वपूर्ण सहयोग प्राप्त हुआ. इस कार्यक्रम का मुख्य उद्देश्य विद्यार्थियों में देशप्रेम के साथ-साथ सामाजिक प्रतिबद्धता एवं नैतिक मूल्यों की भावना विकसित करना था.कार्यक्रम के अंत में वीर साहिबजादों के बलिदान को नमन करते हुए स्वच्छ, स्वस्थ एवं समृद्ध भारत के निर्माण का संकल्प लिया गया. आभार प्रदर्शन के साथ कार्यक्रम का समापन हुआ.: [1076, 298, 1467, 387]
box-body: इसी पृष्ठभूमि पर फुले दंपत्ति को आदरांजलि देने और उन्हें सम्मान देने के लिए गुरुवार, 1 जनवरी को यह रैली आयोजित किये जाने की जानकारी तिखे ने यहां दी. माली महासंघ के संघर्ष की जीत और पुणे के मंडई मेट्रो स्टेशन का नाम महात्मा फुले के नाम पर रखने का जश्न मनाया जाएगा.: [544, 1892, 735, 1986]
cmyk-label: CMYK: [1467, 2400, 1477, 2428]
edition-name: चंद्रपुर: [818, 47, 892, 87]
poem-line: दिल में आरजुओं की बर्क़ मुस्कुराती है।: [1067, 1995, 1198, 2007]
row-rule: [23, 1469, 1477, 1471]
poem-lines: [766, 1563, 938, 1812]
poem-place: चंद्रपुर: [866, 1830, 888, 1843]
poem-phone: 8830961332: [832, 1846, 888, 1858]
poem-line: मै खुद को देखा करता हूं: [766, 1580, 852, 1593]
sahitya-section: [755, 1479, 1477, 2384]
poem-line: और अच्छा करने की तैयारी है।: [952, 1689, 1060, 1701]
poem-uljhan: [1284, 1491, 1470, 1797]
ribbon: [852, 736, 1241, 739]
column-3b: का आनंद लिया. नवतरुन नाट्य कला मंडल के सभी सदस्यों ने इसे सफल बनाने प्रयास किये.: [443, 779, 633, 807]
headline: कुलस्वामिनी अंबिका देवी का वार्षिक महोत्सव: [39, 1478, 624, 1520]
bullet-2: पैम्प्लेट, बिल्ला, बैनर होर्डिंग्स, ऑटो, मोटरसाइकिल, कारों द्वारा जहां प्रचार-प्रसार किया जा रहा, वहीं कार्यकर्ताओं द्वारा सोशल मीडिया की सभी तकनीकों का प्रयोग हो रहा है.: [334, 344, 528, 405]
registration-marks-center: [488, 2407, 571, 2429]
poem-author: - भावना पंधरे: [1415, 1768, 1470, 1781]
column-3: सीनियर कॉलेज के प्रिंसिपल डॉ. नियाज कुरैशी, सीनियर टीचर सैयद एजाजुद्दीन, सुपरवाइजर मोहम्मद रिजवानुद्दीन,: [1052, 790, 1241, 834]
poem-line: जो अपने बचपन को याद करके जी उठती है।: [766, 2177, 918, 2188]
poem-line: लौट आएंगे परिंदे फिर उसी आंगन में: [952, 1823, 1080, 1835]
headline: घरेलू हिंसा पर जागरूकता रैली और पदयात्रा: [248, 853, 892, 900]
cake-illustration: [1161, 1491, 1270, 1587]
poem-place: बल्लारपुर: [1236, 1690, 1270, 1701]
dateline: चंद्रपुर, सोमवार 29 दिसंबर 2025: [53, 67, 212, 82]
poem-line: रहते नूतन गति में जनि।: [1284, 2032, 1367, 2045]
item1-head: नाटक कलाकार गेडाम का सत्कार: [23, 894, 182, 940]
poem-line: जो हुआ गलत पिछले साल में: [952, 1642, 1055, 1655]
poem-line: दोनों किनारों से अपनी पुत्री को बाहों में भींचे हुए: [766, 2059, 929, 2070]
contact-email[interactable]: E-Mail-nb.newsdesk @ navabharatmedia.com: [543, 2136, 734, 2163]
poem-line: मोम बनकर कहीं अब पिघल न पाएंगे।: [952, 1869, 1086, 1882]
poem-line: धूप पड़े तो चमक उठता हूं: [766, 1627, 856, 1639]
section-rule: [1283, 1828, 1474, 1829]
kicker: उपक्रम : उपभोक्ता दिवस पर आयोजन: [1081, 857, 1289, 874]
poem-line: थोड़ा बहुत और जी लेता हूं।: [766, 1798, 863, 1810]
sidebar-box: [1070, 266, 1474, 449]
lead: मूल, (सं.). महात्मा ज्योतिराव फुले और क्रांतिज्योति सावित्रीबाई फुले ने 1 जनवरी, 1848 को पुणे के भिड़ेवाड़ा में भारत में लड़कियों के लिए पहला स्कूल शुरू किया था. इसका औचित्य साधते हुए माली: [232, 1861, 527, 1906]
ribbon-cutting-photo: [852, 627, 1241, 783]
subhead: माली महासंघ की ओर से भिड़ेवाड़ा में होगा आयोजन: [232, 1823, 642, 1848]
column-2: के लिए श्रीलखमापुर हनुमान मंदिर धाम का नाम दिया जाएगा. कार्यक्रम की भव्यता के मद्देनजर अनेकों समितियां बनाई गई है और पदाधिकारियों एवं सदस्यों को जिम्मेदारी: [179, 440, 392, 485]
students-photo: [1070, 183, 1474, 261]
headline: ज्ञानअर्चना संस्था को आर्थिक मदद दी: [789, 1169, 1047, 1233]
deceased-photo: [132, 2261, 206, 2351]
kicker: उत्सव: पारंपरिक मंडई पर ‘अंधरलेले वाटा’ नाटक का आयोजन: [39, 567, 423, 586]
appeal-box: [232, 2159, 527, 2368]
poem-line: मयकदे में मत कीजे मयकशों की रुसवाई: [1067, 2104, 1205, 2115]
poem-line: छांव मिले तो थम जाता हूं: [766, 1642, 856, 1655]
poem-line: गहरी बात कहता है।: [1284, 1596, 1356, 1608]
poem-line: बिछाए जाल हैं तूने बड़ी सफाई से: [952, 1792, 1069, 1804]
section-label-shaikshanik: ✎ शैक्षणिक: [862, 183, 960, 214]
masthead-divider: [807, 53, 808, 89]
poem-line: जब भी एक मुजस्सीम की याद गुदगुदाती है: [1067, 1979, 1213, 1991]
box-body-2: सभी अनुयायियों से यह दिवस उत्साह से मनाने व इसमें शामिल होने की अपील तिखे ने की है.: [238, 2289, 521, 2318]
column-3: किया. निबंधों के माध्यम से विद्यार्थियों ने स्वच्छता के महत्व, स्वच्छ भारत अभियान के उद्देश्यों तथा स्वच्छ एवं स्वस्थ भारत के निर्माण में युवाओं की भूमिका को प्रभावी ढंग से प्रस्तुत किया.: [1280, 460, 1474, 521]
column-rule: [1276, 1493, 1277, 2370]
masthead: [0, 0, 1500, 98]
send-note: लेखकों, कवियों, रचनाकारों से निवेदन है कि अपनी कविता, गीत, गज़ल, लघुकथा, व्यंग्य आदि इस पते पर डाक या ई-मेल द्वारा भेजें.: [1287, 2281, 1469, 2337]
poem-line: तेरे मिजाज में खुद को बदल न पाएंगे।: [952, 1776, 1085, 1788]
poem-line: पुनः किसी और नदी में: [766, 2236, 842, 2247]
poem-nadi: [766, 1954, 1054, 2340]
poem-line: ये है ऐसी बीमारी, फासले बढ़ाती है।: [1067, 2088, 1188, 2100]
poem-line: तेरी निगाह के सांचे में ढल न पाएंगे: [952, 1760, 1074, 1773]
poem-line: कदम चलते जा रहे हैं।: [1284, 1658, 1363, 1670]
box-head: मनाया जाएगा जश्न: [544, 1865, 660, 1885]
poem-line: बहुत कुछ सिखाती हैं।: [1284, 1720, 1363, 1732]
photo-column: महासंघ ने वहां सम्मान रैली का आयोजन किया है. इस रैली में शामिल होने चंद्रपुर जिले के अनुयायियों से बड़ी संख्या में आने की अपील की गयी है. महासंघ के राष्ट्रीय अध्यक्ष अविनाश ठाकरे और राज्य अध्यक्ष अरुण तिखे के नेतृत्व में 1 जनवरी, 2026 को यह सम्मान दिवस रैली निकलेगी,: [322, 1917, 527, 2010]
globe-icon: ➚: [1330, 51, 1345, 67]
tail: ऐसी जानकारी तिखे ने दी है.माली महासंघ ने 2014 में सम्मान दिवस रैली की शुरुआत इस मुख्य मांग के साथ की थी कि भिड़ेवाड़ा में एक राष्ट्रीय स्मारक बनाया जाए. यह मांग नौ साल बाद पूरी हुई है. अभी, भिड़ेवाड़ा में राष्ट्रीय स्मारक का काम शुरू हो गया है.: [232, 2080, 527, 2141]
poem-line: हर रास्ता अपनी: [1284, 1580, 1340, 1593]
poem-line: उद्गम से बिछड़ी नदी कभी: [766, 2265, 852, 2276]
poem-line: कुछ अधूरे ख्वाब कुछ हसरतें अधूरी: [952, 1611, 1077, 1624]
body: चंद्रपुर, ब्यूरो. शिक्षक और कवयित्री तनुजा बोडाले के दिवंगत पति दिलीप बोडाले की पुण्यतिथि के मौके पर यहां ज्ञानअर्चना अपंग स्नेह बहुउद्देशीय संस्था को आर्थिक मदद प्रदान की गयी. लेखक आशीष देव की अध्यक्षता में हुए इस कार्यक्रम में वरिष्ठ रंगमंच कलाकार जयश्री कापसे गावंडे, सामाजिक कार्यकर्ता ऊषा बुक्कावार, योग शिक्षक और कवयित्री वैजयंती गहुकर और विकास गौरकर आदि इस समय मौजूद थे. तनुजा बोडाले ने ज्ञानअर्चना संस्था की संचालक अर्चना मानलवार को आर्थिक मदद प्रदान की. आशीष देव ने तनुजा बोडाले, जिन्होंने दिलीप बोडाले की याद में अलग-अलग संस्थाओं को आर्थिक मदद और पुरस्कार दिए, से अनुरोध किया कि वे भविष्य में उनका संकलन प्रकाशित करें और उसे उन्हें समर्पित करें.: [776, 1248, 1056, 1406]
column-1: भद्रावती (सं). राष्ट्रीय उपभोक्ता दिवस के अवसर पर शुक्रवार को यशवंतराव शिंदे विद्यालय तथा कनिष्ठ महाविद्यालय में तहसील कार्यालय भद्रावती एवं ग्राहक पंचायत महाराष्ट्र शाखा भद्रावती के संयुक्त तत्वावधान में भव्य कार्यक्रम का आयोजन किया गया. कार्यक्रम की अध्यक्षता उपजिलाधिकारी एवं तहसीलदार बालाजी कदम ने की. प्रमुख अतिथियों में तालुका गुणवत्ता नियंत्रण अधिकारी अरविंद भरडे, पंचायत समिति भद्रावती के सहायक गटविकास अधिकारी बंडू आकनुरवार, महावितरण भद्रावती उपविभाग की मुख्य तकनीशियन कोमल सहारे, ग्राहक पंचायत महाराष्ट्र के चंद्रपुर जिलाध्यक्ष परशुराम तुंडूलवार, जिला उपाध्यक्ष अरुण जमदाडे, जिला कार्याध्यक्ष दीपक: [1081, 1096, 1267, 1319]
